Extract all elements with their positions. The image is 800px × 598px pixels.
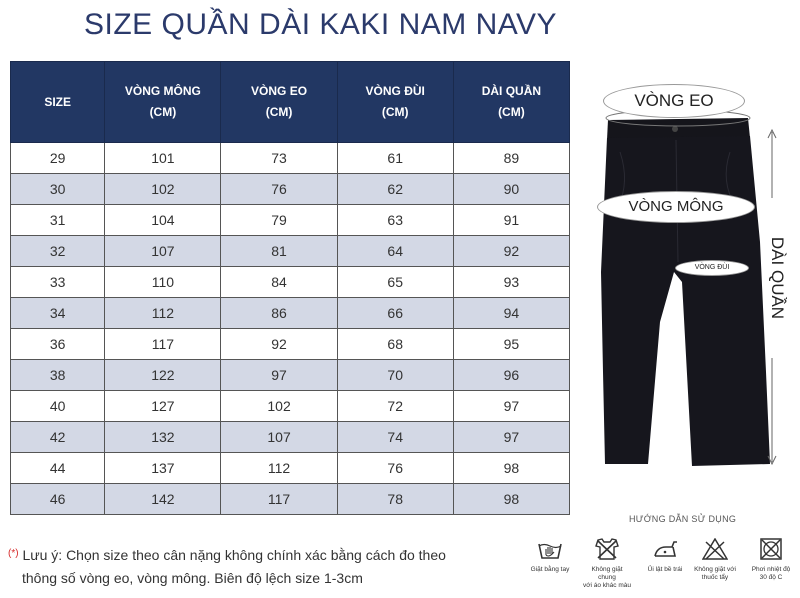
cell: 73 [221, 143, 337, 174]
no-bleach-icon [702, 538, 728, 560]
header-length: DÀI QUẦN (CM) [453, 62, 569, 143]
cell: 122 [105, 360, 221, 391]
care-label: Giặt bằng tay [530, 566, 570, 573]
care-item-iron [640, 538, 690, 574]
size-note [8, 544, 446, 590]
tumble-dry-icon [758, 538, 784, 560]
cell: 81 [221, 236, 337, 267]
cell: 93 [453, 267, 569, 298]
cell: 97 [221, 360, 337, 391]
cell: 61 [337, 143, 453, 174]
cell: 102 [221, 391, 337, 422]
cell: 107 [221, 422, 337, 453]
cell: 132 [105, 422, 221, 453]
cell: 92 [453, 236, 569, 267]
table-row [11, 422, 570, 453]
length-label: DÀI QUẦN [767, 198, 787, 358]
table-row [11, 484, 570, 515]
cell: 76 [337, 453, 453, 484]
cell: 79 [221, 205, 337, 236]
table-row [11, 391, 570, 422]
cell: 96 [453, 360, 569, 391]
cell: 29 [11, 143, 105, 174]
cell: 36 [11, 329, 105, 360]
cell: 95 [453, 329, 569, 360]
cell: 101 [105, 143, 221, 174]
cell: 34 [11, 298, 105, 329]
cell: 112 [105, 298, 221, 329]
cell: 89 [453, 143, 569, 174]
header-hip: VÒNG MÔNG (CM) [105, 62, 221, 143]
cell: 74 [337, 422, 453, 453]
cell: 112 [221, 453, 337, 484]
cell: 142 [105, 484, 221, 515]
care-item-separate-wash [582, 538, 632, 590]
table-row [11, 236, 570, 267]
note-mark: (*) [8, 548, 19, 559]
cell: 65 [337, 267, 453, 298]
cell: 91 [453, 205, 569, 236]
note-line-1: Lưu ý: Chọn size theo cân nặng không chính xác bằng cách đo theo [22, 547, 446, 563]
table-row [11, 267, 570, 298]
cell: 98 [453, 484, 569, 515]
table-row [11, 360, 570, 391]
table-row [11, 329, 570, 360]
iron-icon [652, 538, 678, 560]
table-row [11, 143, 570, 174]
table-row [11, 174, 570, 205]
care-label: Ủi lật bề trái [647, 566, 683, 573]
header-waist: VÒNG EO (CM) [221, 62, 337, 143]
care-guide-title: HƯỚNG DẪN SỬ DỤNG [629, 514, 737, 524]
cell: 38 [11, 360, 105, 391]
cell: 110 [105, 267, 221, 298]
cell: 70 [337, 360, 453, 391]
cell: 102 [105, 174, 221, 205]
page-title: SIZE QUẦN DÀI KAKI NAM NAVY [84, 8, 558, 41]
cell: 92 [221, 329, 337, 360]
cell: 94 [453, 298, 569, 329]
cell: 42 [11, 422, 105, 453]
care-item-dry [746, 538, 796, 582]
cell: 90 [453, 174, 569, 205]
header-thigh: VÒNG ĐÙI (CM) [337, 62, 453, 143]
cell: 76 [221, 174, 337, 205]
cell: 127 [105, 391, 221, 422]
table-row [11, 205, 570, 236]
header-size: SIZE [11, 62, 105, 143]
note-line-2: thông số vòng eo, vòng mông. Biên độ lệch size 1-3cm [22, 570, 363, 586]
cell: 31 [11, 205, 105, 236]
cell: 64 [337, 236, 453, 267]
cell: 72 [337, 391, 453, 422]
waist-label: VÒNG EO [603, 84, 745, 118]
care-label: Không giặt chung với áo khác màu [583, 566, 631, 589]
no-wash-with-others-icon [594, 538, 620, 560]
cell: 137 [105, 453, 221, 484]
thigh-label: VÒNG ĐÙI [675, 260, 749, 276]
cell: 97 [453, 391, 569, 422]
cell: 117 [221, 484, 337, 515]
cell: 44 [11, 453, 105, 484]
cell: 84 [221, 267, 337, 298]
cell: 63 [337, 205, 453, 236]
care-label: Không giặt với thuốc tẩy [694, 566, 736, 581]
cell: 117 [105, 329, 221, 360]
table-row [11, 298, 570, 329]
size-table [10, 61, 570, 515]
care-label: Phơi nhiệt độ 30 độ C [751, 566, 791, 581]
cell: 62 [337, 174, 453, 205]
cell: 32 [11, 236, 105, 267]
care-item-no-bleach [690, 538, 740, 582]
hand-wash-icon [537, 538, 563, 560]
hip-label: VÒNG MÔNG [597, 191, 755, 223]
cell: 98 [453, 453, 569, 484]
cell: 33 [11, 267, 105, 298]
cell: 68 [337, 329, 453, 360]
cell: 40 [11, 391, 105, 422]
cell: 97 [453, 422, 569, 453]
care-item-hand-wash [525, 538, 575, 574]
cell: 104 [105, 205, 221, 236]
table-row [11, 453, 570, 484]
cell: 86 [221, 298, 337, 329]
cell: 107 [105, 236, 221, 267]
cell: 78 [337, 484, 453, 515]
cell: 46 [11, 484, 105, 515]
table-header-row [11, 62, 570, 143]
cell: 66 [337, 298, 453, 329]
cell: 30 [11, 174, 105, 205]
